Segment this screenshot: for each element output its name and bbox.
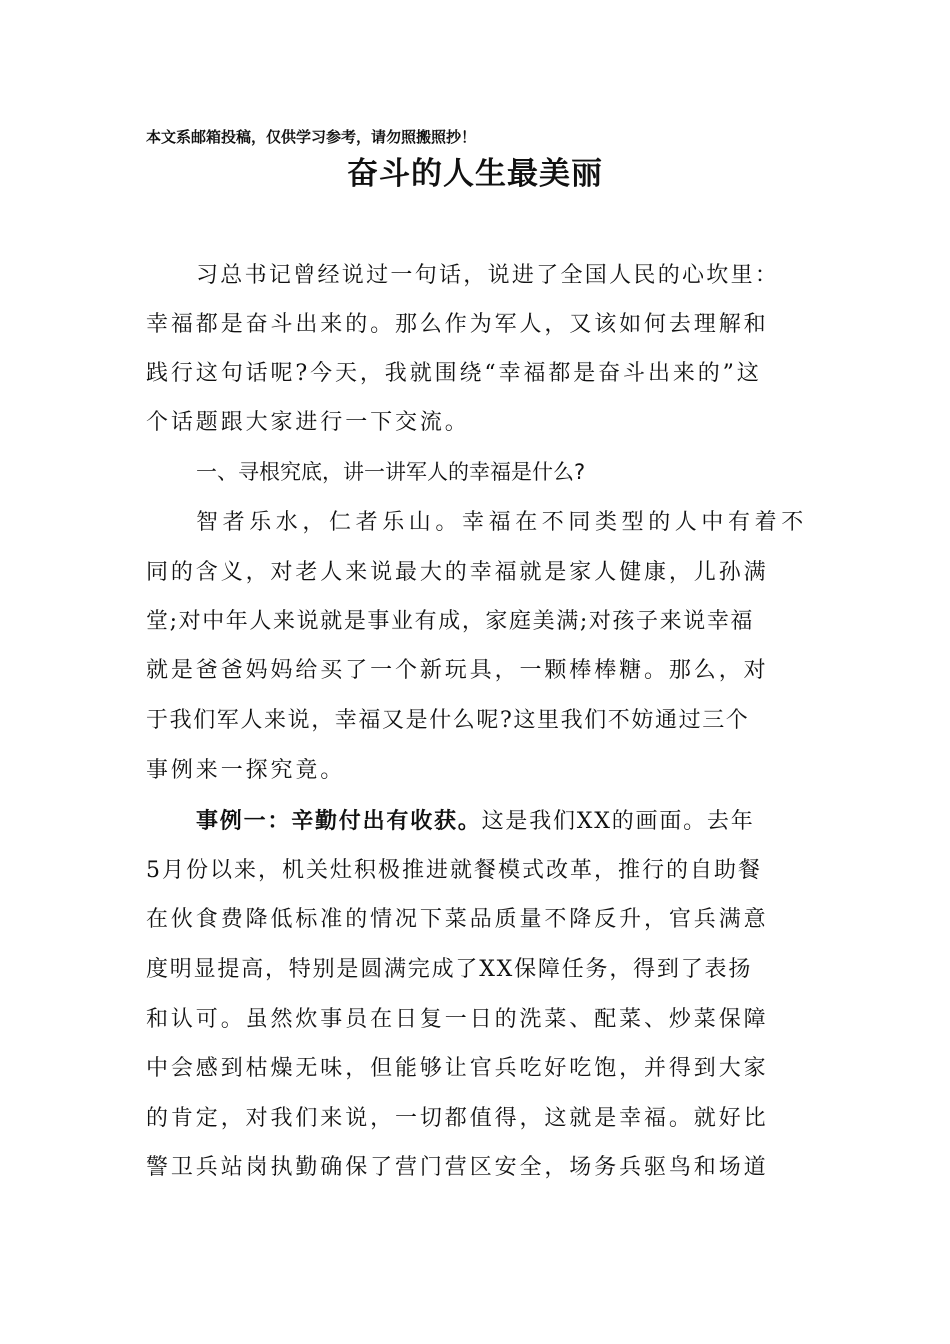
paragraph-line: 5月份以来，机关灶积极推进就餐模式改革，推行的自助餐 (146, 858, 762, 883)
paragraph-line (196, 806, 755, 837)
paragraph-line: 习总书记曾经说过一句话，说进了全国人民的心坎里： (196, 263, 780, 288)
example-text: 这是我们XX的画面。去年 (481, 809, 755, 834)
document-title: 奋斗的人生最美丽 (347, 156, 603, 192)
paragraph-line: 同的含义，对老人来说最大的幸福就是家人健康，儿孙满 (146, 560, 769, 585)
paragraph-line: 就是爸爸妈妈给买了一个新玩具，一颗棒棒糖。那么，对 (146, 658, 769, 683)
paragraph-line: 度明显提高，特别是圆满完成了XX保障任务，得到了表扬 (146, 957, 753, 982)
copyright-notice: 本文系邮箱投稿，仅供学习参考，请勿照搬照抄！ (146, 128, 477, 146)
paragraph-line: 事例来一探究竟。 (146, 758, 346, 783)
paragraph-line: 堂;对中年人来说就是事业有成，家庭美满;对孩子来说幸福 (146, 609, 755, 634)
paragraph-line: 幸福都是奋斗出来的。那么作为军人，又该如何去理解和 (146, 312, 769, 337)
paragraph-line: 在伙食费降低标准的情况下菜品质量不降反升，官兵满意 (146, 907, 769, 932)
example-label: 事例一：辛勤付出有收获。 (196, 808, 482, 834)
paragraph-line: 于我们军人来说，幸福又是什么呢?这里我们不妨通过三个 (146, 708, 750, 733)
paragraph-line: 个话题跟大家进行一下交流。 (146, 410, 470, 435)
paragraph-line: 和认可。虽然炊事员在日复一日的洗菜、配菜、炒菜保障 (146, 1007, 769, 1032)
paragraph-line: 践行这句话呢?今天，我就围绕“幸福都是奋斗出来的”这 (146, 361, 762, 386)
paragraph-line: 智者乐水，仁者乐山。幸福在不同类型的人中有着不 (196, 510, 808, 535)
paragraph-line: 的肯定，对我们来说，一切都值得，这就是幸福。就好比 (146, 1106, 769, 1131)
paragraph-line: 中会感到枯燥无味，但能够让官兵吃好吃饱，并得到大家 (146, 1056, 769, 1081)
paragraph-line: 警卫兵站岗执勤确保了营门营区安全，场务兵驱鸟和场道 (146, 1155, 769, 1180)
section-heading: 一、寻根究底，讲一讲军人的幸福是什么? (196, 460, 586, 484)
